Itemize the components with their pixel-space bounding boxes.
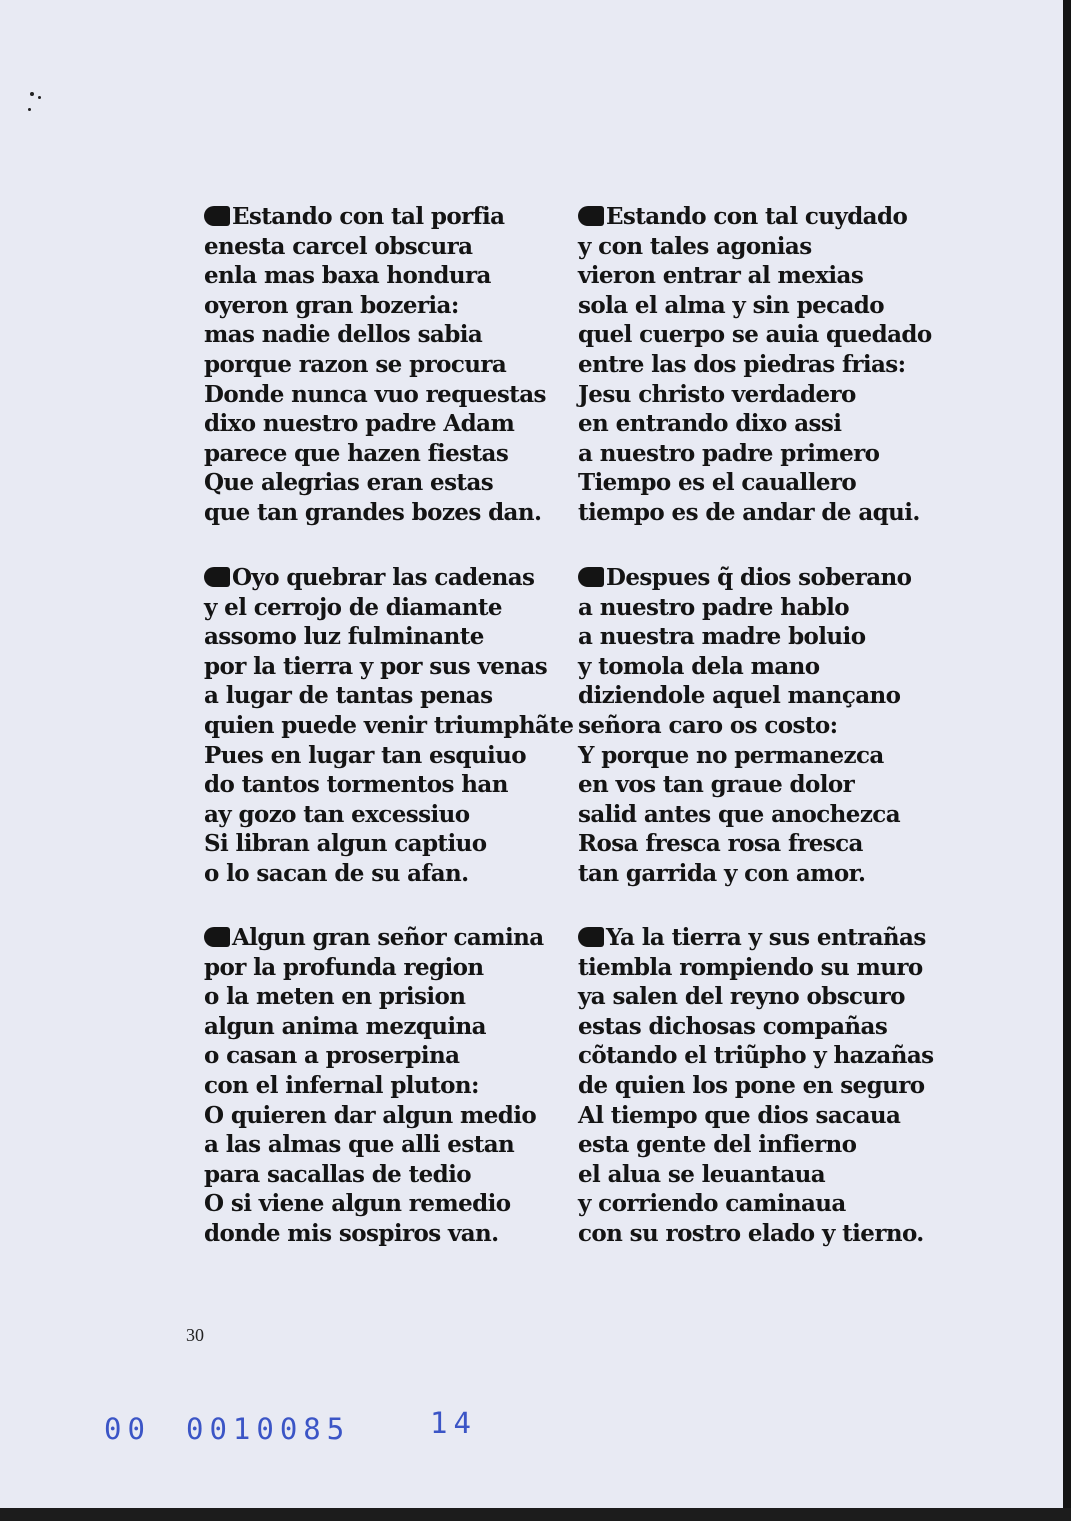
- verse-line-text: o lo sacan de su afan.: [204, 859, 469, 887]
- verse-line: [578, 770, 911, 800]
- paragraph-mark-icon: [578, 567, 604, 587]
- verse-line: [578, 261, 932, 291]
- verse-line-text: que tan grandes bozes dan.: [204, 498, 542, 526]
- verse-line-text: señora caro os costo:: [578, 711, 838, 739]
- verse-line-text: o la meten en prision: [204, 983, 466, 1011]
- verse-line: [578, 1101, 934, 1131]
- verse-line: [578, 563, 911, 593]
- scan-border-bottom: [0, 1508, 1071, 1521]
- verse-line: [578, 1160, 934, 1190]
- archive-stamp-number: 0010085: [186, 1412, 351, 1446]
- verse-line: [578, 622, 911, 652]
- verse-line: [204, 593, 573, 623]
- verse-line: [578, 350, 932, 380]
- verse-line-text: o casan a proserpina: [204, 1042, 460, 1070]
- verse-line: [204, 409, 546, 439]
- verse-line-text: dixo nuestro padre Adam: [204, 410, 515, 438]
- verse-line-text: el alua se leuantaua: [578, 1160, 826, 1188]
- ink-speck: [38, 96, 41, 99]
- verse-line: [578, 468, 932, 498]
- verse-line-text: Jesu christo verdadero: [578, 380, 856, 408]
- verse-line: [578, 711, 911, 741]
- verse-line-text: vieron entrar al mexias: [578, 262, 864, 290]
- verse-line-text: de quien los pone en seguro: [578, 1071, 925, 1099]
- verse-line-text: tiempo es de andar de aqui.: [578, 498, 920, 526]
- verse-line-text: estas dichosas compañas: [578, 1012, 888, 1040]
- verse-line: [578, 681, 911, 711]
- paragraph-mark-icon: [578, 206, 604, 226]
- paragraph-mark-icon: [578, 927, 604, 947]
- verse-line-text: en entrando dixo assi: [578, 410, 842, 438]
- verse-line: [204, 202, 546, 232]
- verse-line-text: diziendole aquel mançano: [578, 682, 901, 710]
- paragraph-mark-icon: [204, 567, 230, 587]
- verse-line: [578, 202, 932, 232]
- verse-line-text: a lugar de tantas penas: [204, 682, 493, 710]
- verse-line: [204, 498, 546, 528]
- verse-line-text: Si libran algun captiuo: [204, 830, 487, 858]
- verse-line: [578, 923, 934, 953]
- stanza-left-2: [204, 563, 573, 889]
- verse-line-text: Pues en lugar tan esquiuo: [204, 741, 526, 769]
- verse-line-text: para sacallas de tedio: [204, 1160, 472, 1188]
- verse-line-text: Oyo quebrar las cadenas: [232, 564, 535, 591]
- verse-line-text: Ya la tierra y sus entrañas: [606, 924, 926, 951]
- verse-line: [204, 829, 573, 859]
- verse-line-text: y tomola dela mano: [578, 652, 820, 680]
- verse-line-text: oyeron gran bozeria:: [204, 291, 459, 319]
- verse-line-text: quien puede venir triumphãte: [204, 711, 574, 739]
- scan-border-right: [1063, 0, 1071, 1521]
- verse-line: [204, 468, 546, 498]
- verse-line: [204, 1041, 544, 1071]
- verse-line-text: y el cerrojo de diamante: [204, 593, 502, 621]
- verse-line-text: parece que hazen fiestas: [204, 439, 509, 467]
- stanza-left-3: [204, 923, 544, 1249]
- verse-line: [204, 439, 546, 469]
- verse-line: [578, 859, 911, 889]
- stanza-right-3: [578, 923, 934, 1249]
- verse-line-text: Que alegrias eran estas: [204, 469, 494, 497]
- verse-line: [204, 291, 546, 321]
- verse-line: [578, 1219, 934, 1249]
- verse-line: [204, 1160, 544, 1190]
- verse-line: [204, 923, 544, 953]
- verse-line: [578, 291, 932, 321]
- verse-line-text: ay gozo tan excessiuo: [204, 800, 470, 828]
- verse-line: [204, 622, 573, 652]
- verse-line-text: Tiempo es el cauallero: [578, 469, 857, 497]
- verse-line: [578, 320, 932, 350]
- verse-line: [204, 953, 544, 983]
- verse-line-text: entre las dos piedras frias:: [578, 350, 906, 378]
- verse-line-text: quel cuerpo se auia quedado: [578, 321, 932, 349]
- verse-line-text: con el infernal pluton:: [204, 1071, 479, 1099]
- verse-line-text: Estando con tal cuydado: [606, 203, 908, 230]
- archive-stamp-suffix: 14: [430, 1406, 477, 1440]
- verse-line: [578, 409, 932, 439]
- verse-line-text: tan garrida y con amor.: [578, 859, 866, 887]
- verse-line: [578, 232, 932, 262]
- verse-line-text: y corriendo caminaua: [578, 1190, 846, 1218]
- verse-line-text: porque razon se procura: [204, 350, 507, 378]
- verse-line: [578, 800, 911, 830]
- verse-line-text: donde mis sospiros van.: [204, 1219, 499, 1247]
- verse-line-text: do tantos tormentos han: [204, 771, 508, 799]
- verse-line-text: y con tales agonias: [578, 232, 812, 260]
- stanza-left-1: [204, 202, 546, 528]
- verse-line: [204, 320, 546, 350]
- verse-line-text: a las almas que alli estan: [204, 1131, 515, 1159]
- ink-speck: [28, 108, 31, 111]
- verse-line-text: tiembla rompiendo su muro: [578, 953, 923, 981]
- verse-line-text: assomo luz fulminante: [204, 623, 484, 651]
- verse-line: [204, 800, 573, 830]
- verse-line-text: Algun gran señor camina: [232, 924, 544, 951]
- verse-line-text: salid antes que anochezca: [578, 800, 900, 828]
- verse-line-text: enla mas baxa hondura: [204, 262, 491, 290]
- verse-line: [578, 829, 911, 859]
- verse-line: [578, 741, 911, 771]
- verse-line: [578, 1189, 934, 1219]
- stanza-right-2: [578, 563, 911, 889]
- verse-line-text: algun anima mezquina: [204, 1012, 486, 1040]
- verse-line: [578, 1012, 934, 1042]
- verse-line: [204, 1189, 544, 1219]
- verse-line: [204, 681, 573, 711]
- verse-line: [578, 593, 911, 623]
- stanza-right-1: [578, 202, 932, 528]
- verse-line: [204, 563, 573, 593]
- verse-line-text: por la tierra y por sus venas: [204, 652, 548, 680]
- verse-line: [204, 1012, 544, 1042]
- verse-line: [578, 982, 934, 1012]
- verse-line: [204, 741, 573, 771]
- paragraph-mark-icon: [204, 927, 230, 947]
- verse-line: [204, 1130, 544, 1160]
- verse-line: [204, 261, 546, 291]
- verse-line: [204, 1101, 544, 1131]
- verse-line-text: por la profunda region: [204, 953, 484, 981]
- verse-line: [204, 350, 546, 380]
- verse-line: [578, 380, 932, 410]
- verse-line: [204, 380, 546, 410]
- verse-line-text: en vos tan graue dolor: [578, 771, 855, 799]
- archive-stamp-prefix: 00: [104, 1412, 151, 1446]
- verse-line-text: esta gente del infierno: [578, 1131, 857, 1159]
- verse-line-text: ya salen del reyno obscuro: [578, 983, 905, 1011]
- verse-line-text: enesta carcel obscura: [204, 232, 473, 260]
- paragraph-mark-icon: [204, 206, 230, 226]
- verse-line: [578, 953, 934, 983]
- verse-line: [204, 1219, 544, 1249]
- verse-line: [204, 232, 546, 262]
- verse-line: [578, 439, 932, 469]
- verse-line: [204, 652, 573, 682]
- verse-line-text: a nuestro padre hablo: [578, 593, 850, 621]
- verse-line: [578, 498, 932, 528]
- verse-line-text: O si viene algun remedio: [204, 1190, 511, 1218]
- verse-line: [204, 770, 573, 800]
- verse-line-text: Donde nunca vuo requestas: [204, 380, 546, 408]
- verse-line-text: Rosa fresca rosa fresca: [578, 830, 863, 858]
- verse-line: [578, 652, 911, 682]
- verse-line: [204, 982, 544, 1012]
- verse-line-text: Al tiempo que dios sacaua: [578, 1101, 901, 1129]
- verse-line-text: O quieren dar algun medio: [204, 1101, 537, 1129]
- verse-line-text: a nuestro padre primero: [578, 439, 880, 467]
- verse-line: [578, 1130, 934, 1160]
- verse-line-text: con su rostro elado y tierno.: [578, 1219, 924, 1247]
- verse-line-text: Despues q̃ dios soberano: [606, 564, 912, 591]
- verse-line: [578, 1071, 934, 1101]
- page-number: 30: [186, 1325, 204, 1345]
- verse-line-text: Estando con tal porfia: [232, 203, 505, 230]
- verse-line: [204, 859, 573, 889]
- ink-speck: [30, 92, 34, 96]
- verse-line-text: Y porque no permanezca: [578, 741, 884, 769]
- verse-line-text: a nuestra madre boluio: [578, 623, 866, 651]
- verse-line-text: mas nadie dellos sabia: [204, 321, 483, 349]
- verse-line: [204, 711, 573, 741]
- verse-line: [204, 1071, 544, 1101]
- verse-line: [578, 1041, 934, 1071]
- verse-line-text: cõtando el triũpho y hazañas: [578, 1042, 934, 1070]
- verse-line-text: sola el alma y sin pecado: [578, 291, 885, 319]
